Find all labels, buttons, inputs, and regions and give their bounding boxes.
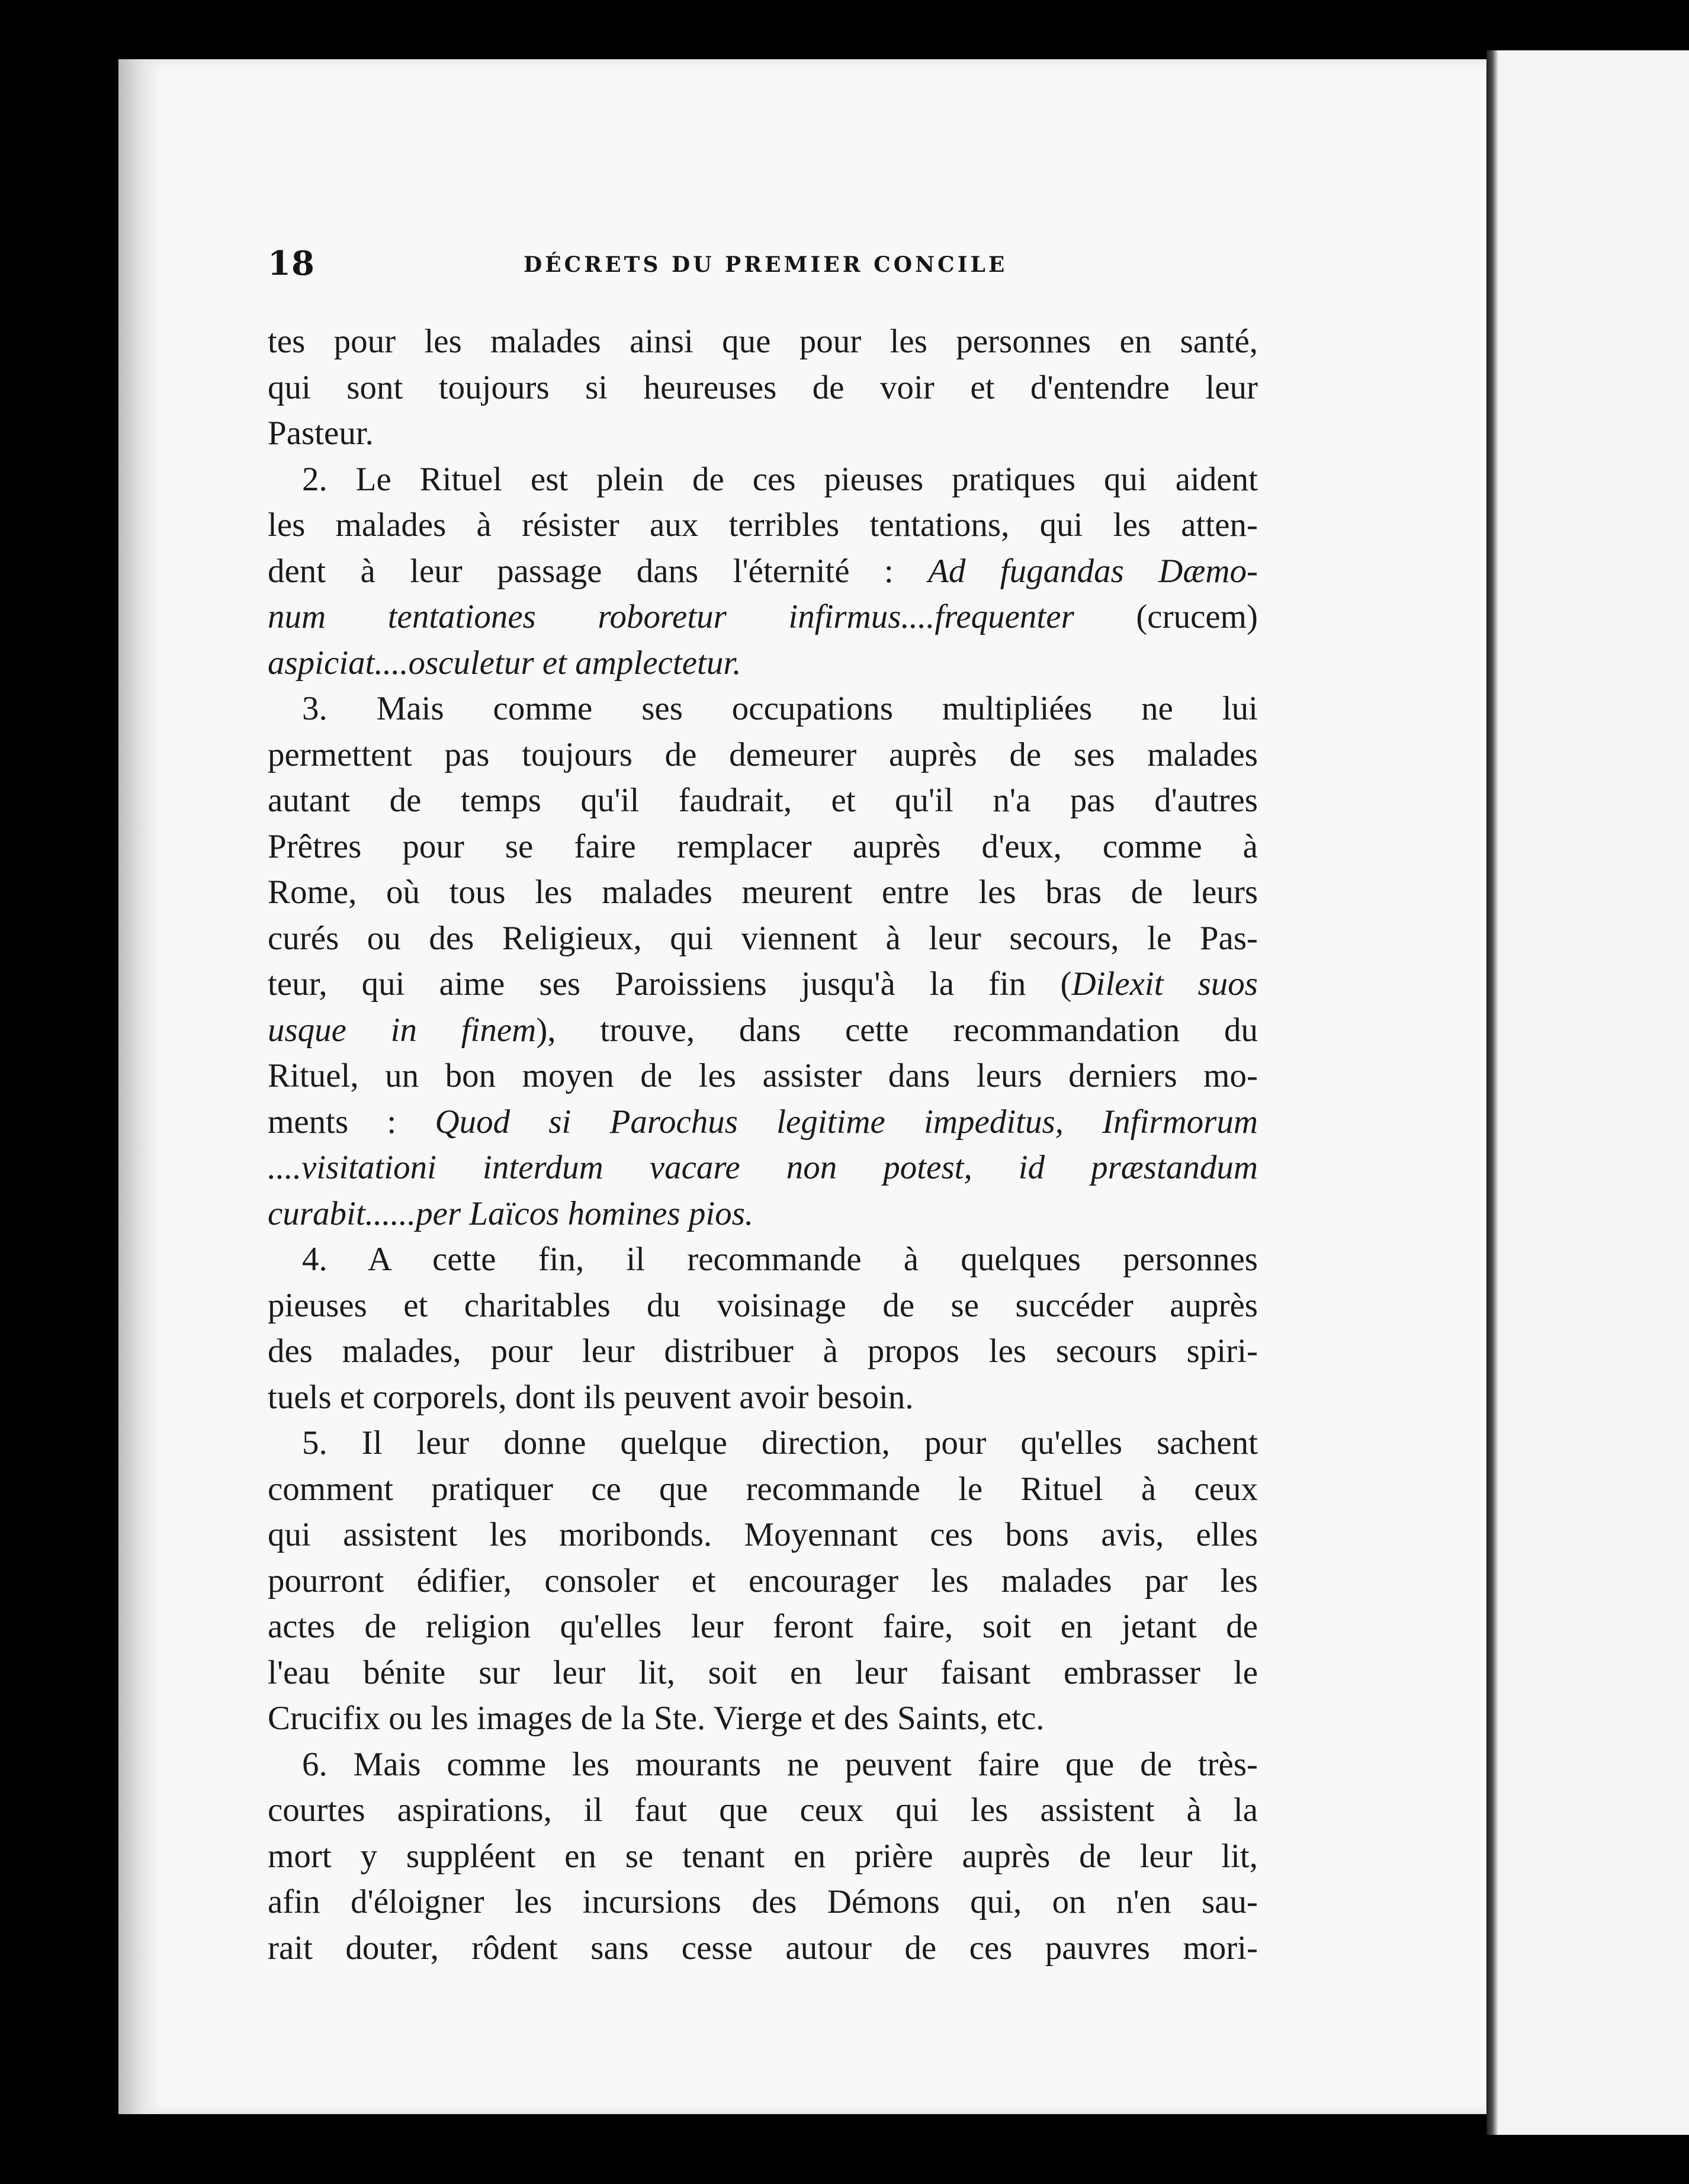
text-line: 5. Il leur donne quelque direction, pour qu'elles sachent	[302, 1424, 1258, 1462]
text-line: permettent pas toujours de demeurer auprès de ses malades	[268, 736, 1258, 773]
page-gutter	[118, 59, 160, 2114]
text-line: qui sont toujours si heureuses de voir et d'entendre leur	[268, 368, 1258, 406]
latin-quotation: Quod si Parochus legitime impeditus, Infirmorum	[435, 1103, 1258, 1141]
latin-quotation: aspiciat....osculetur et amplectetur.	[268, 644, 741, 682]
text-segment: ), trouve, dans cette recommandation du	[536, 1011, 1258, 1049]
text-line: rait douter, rôdent sans cesse autour de ces pauvres mori-	[268, 1929, 1258, 1967]
text-line: courtes aspirations, il faut que ceux qui les assistent à la	[268, 1791, 1258, 1829]
text-line: Pasteur.	[268, 415, 374, 452]
text-line: les malades à résister aux terribles tentations, qui les atten-	[268, 506, 1258, 544]
text-segment: ments :	[268, 1103, 435, 1141]
text-line: autant de temps qu'il faudrait, et qu'il n'a pas d'autres	[268, 782, 1258, 819]
text-line: des malades, pour leur distribuer à propos les secours spiri-	[268, 1332, 1258, 1370]
text-line: tes pour les malades ainsi que pour les personnes en santé,	[268, 323, 1258, 360]
text-line	[268, 1191, 1258, 1237]
text-line: afin d'éloigner les incursions des Démons qui, on n'en sau-	[268, 1883, 1258, 1920]
text-line: Rituel, un bon moyen de les assister dans leurs derniers mo-	[268, 1057, 1258, 1094]
facing-page-edge	[1489, 50, 1689, 2135]
text-line	[268, 1007, 1258, 1054]
text-line	[268, 1145, 1258, 1191]
page-fold-shadow	[1486, 50, 1498, 2135]
text-line: comment pratiquer ce que recommande le Rituel à ceux	[268, 1470, 1258, 1508]
text-line	[268, 640, 1258, 686]
latin-quotation: num tentationes roboretur infirmus....frequenter	[268, 598, 1074, 635]
text-line: Prêtres pour se faire remplacer auprès d'eux, comme à	[268, 827, 1258, 865]
latin-quotation: Ad fugandas Dæmo-	[928, 552, 1258, 590]
text-segment: teur, qui aime ses Paroissiens jusqu'à la fin (	[268, 965, 1072, 1003]
page-number: 18	[268, 244, 315, 283]
latin-quotation: Dilexit suos	[1071, 965, 1258, 1003]
text-line: pieuses et charitables du voisinage de se succéder auprès	[268, 1286, 1258, 1324]
latin-quotation: usque in finem	[268, 1011, 537, 1049]
latin-quotation: curabit......per Laïcos homines pios.	[268, 1194, 754, 1232]
text-line	[268, 961, 1258, 1007]
page-header	[268, 244, 1334, 297]
text-line: 2. Le Rituel est plein de ces pieuses pratiques qui aident	[302, 460, 1258, 498]
text-line	[268, 594, 1258, 640]
text-line: qui assistent les moribonds. Moyennant ces bons avis, elles	[268, 1516, 1258, 1553]
text-line: curés ou des Religieux, qui viennent à leur secours, le Pas-	[268, 919, 1258, 957]
text-line: l'eau bénite sur leur lit, soit en leur faisant embrasser le	[268, 1653, 1258, 1691]
text-line	[268, 548, 1258, 595]
text-line: tuels et corporels, dont ils peuvent avoir besoin.	[268, 1378, 914, 1416]
body-text	[268, 319, 1258, 1971]
running-head: DÉCRETS DU PREMIER CONCILE	[524, 252, 1008, 277]
text-line: actes de religion qu'elles leur feront faire, soit en jetant de	[268, 1608, 1258, 1645]
latin-quotation: ....visitationi interdum vacare non potest, id præstandum	[268, 1149, 1258, 1186]
text-line: Rome, où tous les malades meurent entre les bras de leurs	[268, 873, 1258, 911]
text-line: 4. A cette fin, il recommande à quelques personnes	[302, 1241, 1258, 1278]
text-line: Crucifix ou les images de la Ste. Vierge et des Saints, etc.	[268, 1700, 1045, 1737]
text-line: pourront édifier, consoler et encourager les malades par les	[268, 1562, 1258, 1600]
text-segment: (crucem)	[1074, 598, 1258, 635]
text-line: 3. Mais comme ses occupations multipliées ne lui	[302, 690, 1258, 727]
text-segment: dent à leur passage dans l'éternité :	[268, 552, 929, 590]
text-line	[268, 1099, 1258, 1145]
text-line: 6. Mais comme les mourants ne peuvent faire que de très-	[302, 1745, 1258, 1783]
text-line: mort y suppléent en se tenant en prière auprès de leur lit,	[268, 1837, 1258, 1875]
